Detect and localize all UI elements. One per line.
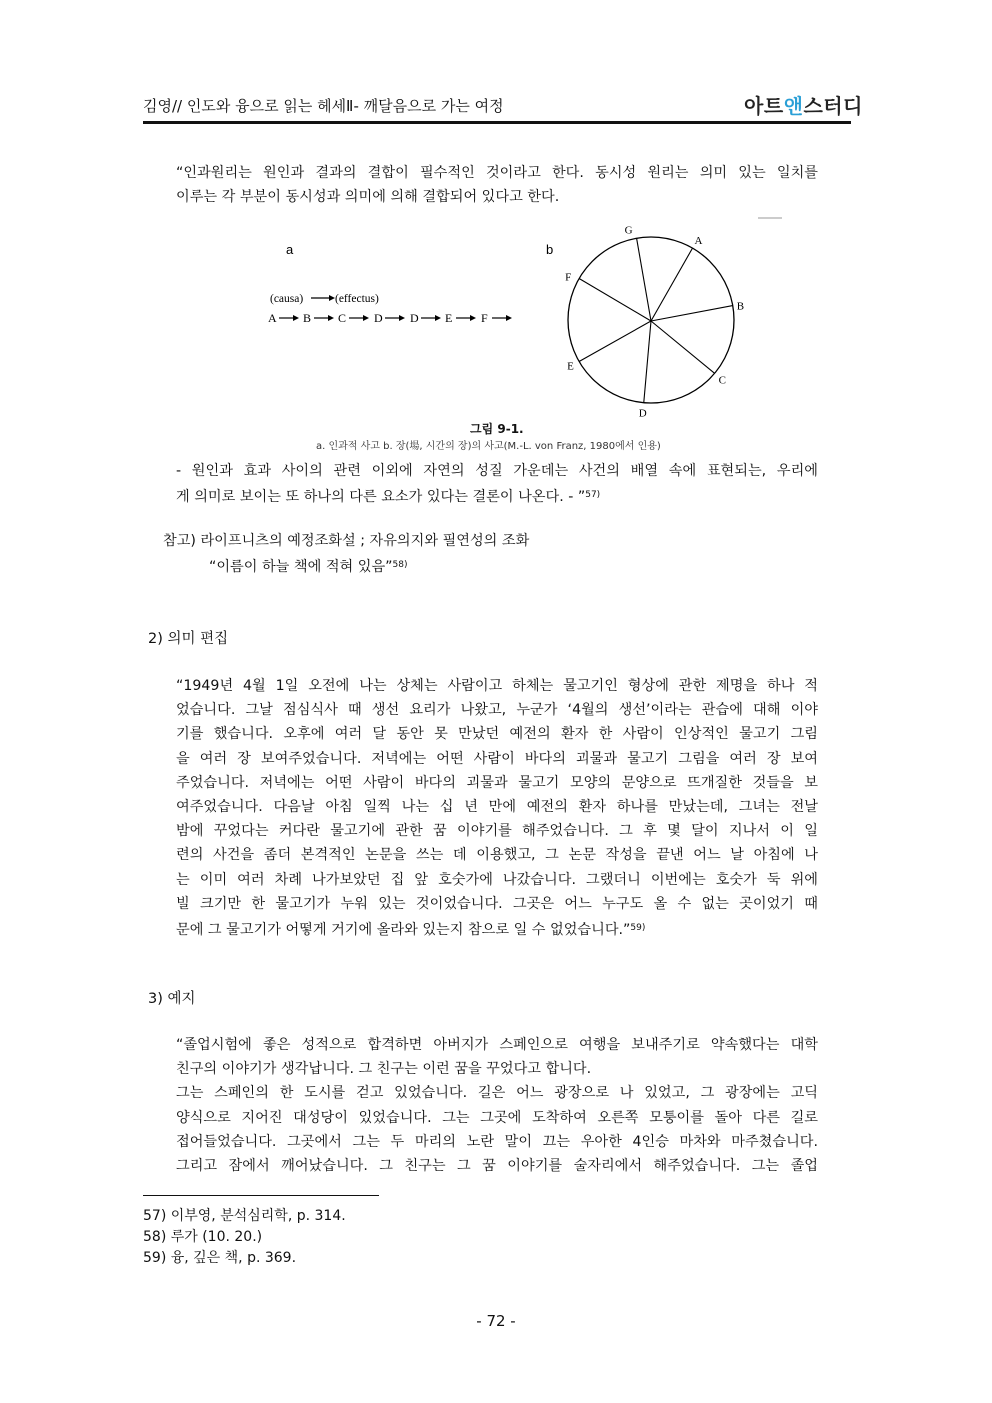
causa-effectus-label: (causa) <box>270 293 304 305</box>
section2-quote <box>176 674 818 942</box>
figure-caption-title: 그림 9-1. <box>470 422 524 436</box>
text-line: 련의 사건을 좀더 본격적인 논문을 쓰는 데 이용했고, 그 논문 작성을 끝낸 어느 날 아침에 나 <box>176 847 818 864</box>
chain-arrow-head <box>435 315 441 321</box>
text-line: 는 이미 여러 차례 나가보았던 집 앞 호숫가에 나갔습니다. 그랬더니 이번에는 호숫가 둑 위에 <box>176 871 818 888</box>
text-line: 빌 크기만 한 물고기가 누워 있는 것이었습니다. 그곳은 어느 누구도 올 수 없는 곳이었기 때 <box>176 895 818 912</box>
field-spokes <box>565 224 744 419</box>
chain-node-label: E <box>445 311 453 325</box>
text-line: 양식으로 지어진 대성당이 있었습니다. 그는 그곳에 도착하여 오른쪽 모퉁이를 돌아 다른 길로 <box>176 1109 818 1126</box>
chain-node-label: F <box>481 311 488 325</box>
section3-quote <box>176 1033 818 1178</box>
text-line: “졸업시험에 좋은 성적으로 합격하면 아버지가 스페인으로 여행을 보내주기로 약속했다는 대학 <box>176 1037 818 1053</box>
page-number: - 72 - <box>476 1312 516 1330</box>
text-line: 접어들었습니다. 그곳에서 그는 두 마리의 노란 말이 끄는 우아한 4인승 마차와 마주쳤습니다. <box>176 1133 818 1150</box>
reference-line: 참고) 라이프니츠의 예정조화설 ; 자유의지와 필연성의 조화 <box>163 533 530 549</box>
text-line: 친구의 이야기가 생각납니다. 그 친구는 이런 꿈을 꾸었다고 합니다. <box>176 1061 592 1078</box>
spoke-line <box>651 306 733 321</box>
running-header-title: 김영// 인도와 융으로 읽는 헤세Ⅱ- 깨달음으로 가는 여정 <box>143 97 504 115</box>
text-line: 밤에 꾸었다는 커다란 물고기에 관한 꿈 이야기를 해주었습니다. 그 후 몇 달이 지나서 이 일 <box>176 823 818 840</box>
chain-node-label: C <box>338 311 347 325</box>
text-line: 그리고 잠에서 깨어났습니다. 그 친구는 그 꿈 이야기를 술자리에서 해주었습니다. 그는 졸업 <box>176 1158 818 1175</box>
text-line: 게 의미로 보이는 또 하나의 다른 요소가 있다는 결론이 나온다. - ”$^{57)}$ <box>176 489 601 506</box>
spoke-line <box>651 248 693 321</box>
chain-node-label: B <box>303 311 312 325</box>
circle-point-label: A <box>694 235 703 248</box>
text-line: 기를 했습니다. 오후에 여러 달 동안 못 만났던 예전의 환자 한 사람이 인상적인 물고기 그림 <box>176 726 818 743</box>
chain-arrow-head <box>399 315 405 321</box>
reference-quote: “이름이 하늘 책에 적혀 있음”$^{58)}$ <box>209 559 408 576</box>
chain-arrow-head <box>328 315 334 321</box>
circle-point-label: D <box>638 407 647 420</box>
chain-arrow-head <box>293 315 299 321</box>
figure-caption-text: a. 인과적 사고 b. 장(場, 시간의 장)의 사고(M.-L. von Franz, 1980에서 인용) <box>316 441 661 452</box>
footnote: 57) 이부영, 분석심리학, p. 314. <box>143 1208 346 1224</box>
text-line: “인과원리는 원인과 결과의 결합이 필수적인 것이라고 한다. 동시성 원리는 의미 있는 일치를 <box>176 165 818 181</box>
text-line: 주었습니다. 저녁에는 어떤 사람이 바다의 괴물과 물고기 모양의 문양으로 뜨개질한 것들을 보 <box>176 774 818 791</box>
section-heading: 2) 의미 편집 <box>148 631 229 647</box>
text-line: “1949년 4월 1일 오전에 나는 상체는 사람이고 하체는 물고기인 형상에 관한 제명을 하나 적 <box>176 678 818 694</box>
text-line: 그는 스페인의 한 도시를 걷고 있었습니다. 길은 어느 광장으로 나 있었고, 그 광장에는 고딕 <box>176 1085 818 1102</box>
footnote: 58) 루가 (10. 20.) <box>143 1229 263 1245</box>
footnote-ref: 57) <box>585 490 601 501</box>
effectus-label: (effectus) <box>335 293 379 305</box>
circle-point-label: F <box>565 271 572 284</box>
circle-point-label: B <box>736 300 745 313</box>
circle-point-label: G <box>624 224 633 237</box>
footnote-ref: 59) <box>630 923 646 934</box>
spoke-line <box>579 321 651 362</box>
chain-node-label: A <box>268 311 277 325</box>
spoke-line <box>579 279 651 322</box>
reference-block <box>163 529 823 579</box>
panel-a-label: a <box>286 242 294 257</box>
causal-chain <box>268 311 512 325</box>
text-line: 여주었습니다. 다음날 아침 일찍 나는 십 년 만에 예전의 환자 하나를 만났는데, 그녀는 전날 <box>176 799 818 816</box>
section-heading: 3) 예지 <box>148 991 196 1007</box>
panel-b-label: b <box>546 242 554 257</box>
footnote-ref: 58) <box>392 560 408 571</box>
circle-point-label: C <box>718 374 726 387</box>
text-line: - 원인과 효과 사이의 관련 이외에 자연의 성질 가운데는 사건의 배열 속에 표현되는, 우리에 <box>176 463 818 479</box>
spoke-line <box>651 321 715 373</box>
text-line: 문에 그 물고기가 어떻게 거기에 올라와 있는지 참으로 일 수 없었습니다.”$^{59)}$ <box>176 922 646 939</box>
header-rule <box>143 121 851 124</box>
footnote: 59) 융, 깊은 책, p. 369. <box>143 1250 297 1266</box>
chain-node-label: D <box>410 311 419 325</box>
publisher-logo: 아트앤스터디 <box>744 94 863 118</box>
figure-9-1 <box>250 215 810 420</box>
after-figure-text <box>176 459 818 509</box>
spoke-line <box>644 321 651 403</box>
chain-arrow-head <box>506 315 512 321</box>
footnote-rule <box>143 1195 379 1196</box>
text-line: 었습니다. 그날 점심식사 때 생선 요리가 나왔고, 누군가 ‘4월의 생선’이라는 관습에 대해 이야 <box>176 702 818 719</box>
spoke-line <box>637 238 651 321</box>
text-line: 이루는 각 부분이 동시성과 의미에 의해 결합되어 있다고 한다. <box>176 189 560 206</box>
circle-point-label: E <box>567 360 574 373</box>
intro-quote <box>176 161 818 209</box>
chain-arrow-head <box>363 315 369 321</box>
chain-arrow-head <box>470 315 476 321</box>
chain-node-label: D <box>374 311 383 325</box>
text-line: 을 여러 장 보여주었습니다. 저녁에는 어떤 사람이 바다의 괴물과 물고기 그림을 여러 장 보여 <box>176 750 818 767</box>
